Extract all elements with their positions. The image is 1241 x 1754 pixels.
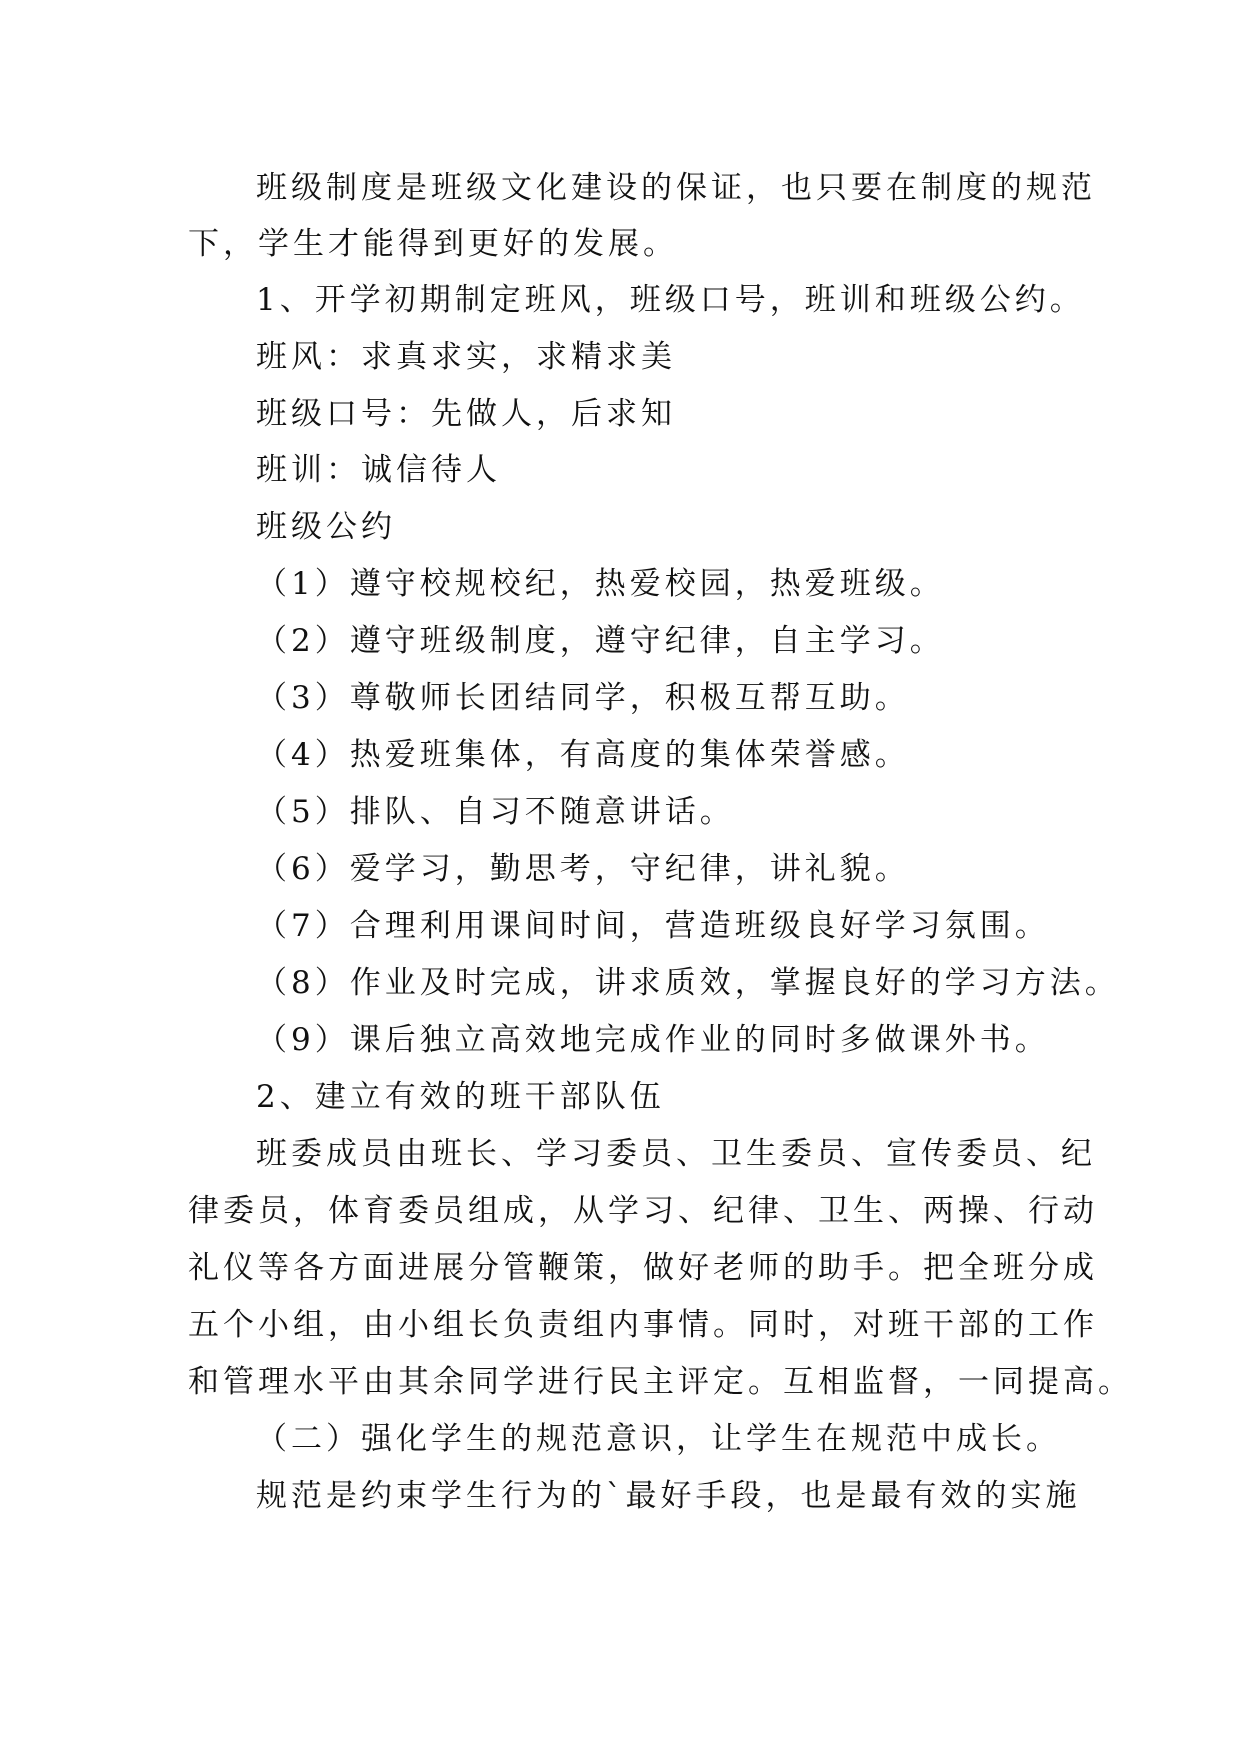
paragraph-line: 班委成员由班长、学习委员、卫生委员、宣传委员、纪 xyxy=(256,1136,1096,1172)
convention-item: （8）作业及时完成，讲求质效，掌握良好的学习方法。 xyxy=(256,965,1120,1001)
class-precept-line: 班训：诚信待人 xyxy=(256,452,501,488)
section-heading-2: 2、建立有效的班干部队伍 xyxy=(256,1079,665,1115)
convention-item: （1）遵守校规校纪，热爱校园，热爱班级。 xyxy=(256,566,945,602)
class-slogan-line: 班级口号：先做人，后求知 xyxy=(256,396,676,432)
convention-item: （4）热爱班集体，有高度的集体荣誉感。 xyxy=(256,737,910,773)
paragraph-line: 班级制度是班级文化建设的保证，也只要在制度的规范 xyxy=(256,170,1096,206)
convention-item: （9）课后独立高效地完成作业的同时多做课外书。 xyxy=(256,1022,1050,1058)
paragraph-line: 和管理水平由其余同学进行民主评定。互相监督，一同提高。 xyxy=(188,1364,1133,1400)
section-heading-3: （二）强化学生的规范意识，让学生在规范中成长。 xyxy=(256,1421,1061,1457)
paragraph-line: 规范是约束学生行为的`最好手段，也是最有效的实施 xyxy=(256,1478,1081,1514)
convention-item: （6）爱学习，勤思考，守纪律，讲礼貌。 xyxy=(256,851,910,887)
convention-item: （3）尊敬师长团结同学，积极互帮互助。 xyxy=(256,680,910,716)
convention-item: （2）遵守班级制度，遵守纪律，自主学习。 xyxy=(256,623,945,659)
section-heading-1: 1、开学初期制定班风，班级口号，班训和班级公约。 xyxy=(256,282,1085,318)
class-convention-heading: 班级公约 xyxy=(256,509,396,545)
convention-item: （5）排队、自习不随意讲话。 xyxy=(256,794,735,830)
class-motto-line: 班风：求真求实，求精求美 xyxy=(256,339,676,375)
paragraph-line: 律委员，体育委员组成，从学习、纪律、卫生、两操、行动 xyxy=(188,1193,1098,1229)
paragraph-line: 礼仪等各方面进展分管鞭策，做好老师的助手。把全班分成 xyxy=(188,1250,1098,1286)
paragraph-line: 五个小组，由小组长负责组内事情。同时，对班干部的工作 xyxy=(188,1307,1098,1343)
convention-item: （7）合理利用课间时间，营造班级良好学习氛围。 xyxy=(256,908,1050,944)
paragraph-line: 下，学生才能得到更好的发展。 xyxy=(188,226,678,262)
